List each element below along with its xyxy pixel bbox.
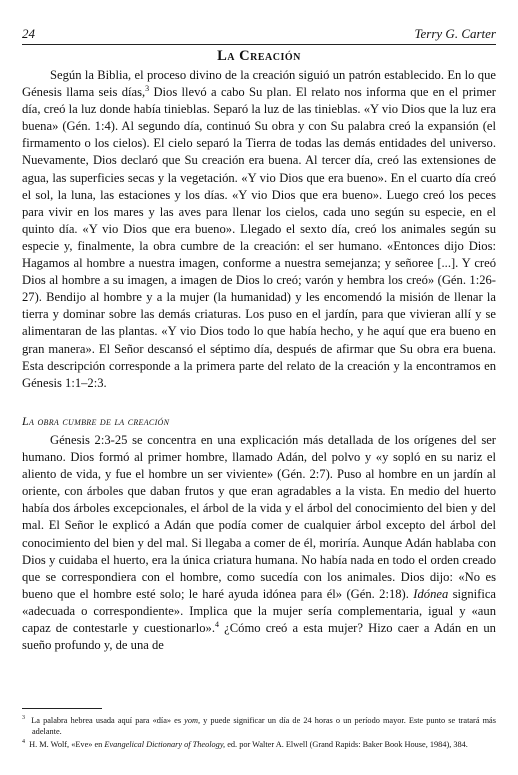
footnote-ref-3: 3 [145, 83, 150, 93]
paragraph-2-text-a: Génesis 2:3-25 se concentra en una explicación más detallada de los orígenes del ser humano. Dios formó al primer hombre, llamado Adán, del polvo y «y sopló en su nariz el aliento de vida, y fue el hombre un ser viviente» (Gén. 2:7). Puso al hombre en un jardín al oriente, con árboles que daban frutos y que eran agradables a la vista. En medio del huerto había dos árboles excepcionales, el árbol de la vida y el árbol del conocimiento del bien y del mal. El Señor le explicó a Adán que podía comer de cualquier árbol excepto del árbol del conocimiento del bien y del mal. Si llegaba a comer de él, moriría. Aunque Adán hablaba con Dios y cuidaba el huerto, era la única criatura humana. No había nada en todo el orden creado que se correspondiera con el hombre, como sucedía con los animales. Dios dijo: «No es bueno que el hombre esté solo; le haré ayuda idónea para él» (Gén. 2:18). [22, 433, 496, 601]
footnote-3-text-b: y puede significar un día de 24 horas o un período mayor. Este punto se tratará más adelante. [32, 715, 496, 736]
footnote-4-italic: Evangelical Dictionary of Theology, [104, 740, 226, 750]
section-title: La Creación [217, 48, 301, 64]
footnote-3 [22, 713, 496, 737]
paragraph-1-text-a: Según la Biblia, el proceso divino de la creación siguió un patrón establecido. En lo que Génesis llama seis días, [22, 68, 496, 100]
footnotes [22, 713, 496, 751]
body-paragraph-2 [22, 432, 496, 654]
footnote-3-marker: 3 [22, 715, 25, 721]
paragraph-1-text-b: Dios llevó a cabo Su plan. El relato nos informa que en el primer día, creó la luz donde había tinieblas. Separó la luz de las tinieblas. «Y vio Dios que la luz era buena» (Gén. 1:4). Al segundo día, continuó Su obra y con Su palabra creó la expansión (el firmamento o los cielos). El cielo separó la Tierra de todas las demás entidades del universo. Nuevamente, Dios declaró que Su creación era buena. Al tercer día, creó las extensiones de agua, las superficies secas y la vegetación. «Y vio Dios que era bueno». En el cuarto día creó el sol, la luna, las estaciones y los días. «Y vio Dios que era bueno». Luego creó los peces para vivir en los mares y las aves para llenar los cielos, cada uno según su especie, en el quinto día. «Y vio Dios que era bueno». Llegado el sexto día, creó los animales según su especie y, finalmente, la obra cumbre de la creación: el ser humano. «Entonces dijo Dios: Hagamos al hombre a nuestra imagen, conforme a nuestra semejanza; y señoree [...]. Y creó Dios al hombre a su imagen, a imagen de Dios lo creó; varón y hembra los creó» (Gén. 1:26-27). Bendijo al hombre y a la mujer (la humanidad) y les encomendó la misión de llenar la tierra y dominar sobre las demás criaturas. Los puso en el jardín, para que vivieran allí y se alimentaran de las plantas. «Y vio Dios todo lo que había hecho, y he aquí que era bueno en gran manera». El Señor descansó el séptimo día, después de afirmar que Su obra era buena. Esta descripción corresponde a la primera parte del relato de la creación y la encontramos en Génesis 1:1–2:3. [22, 85, 496, 390]
body-paragraph-1 [22, 67, 496, 392]
footnote-4-text-a: H. M. Wolf, «Eve» en [29, 740, 105, 750]
footnote-rule [22, 708, 102, 709]
footnote-4 [22, 737, 496, 751]
running-head [22, 26, 496, 42]
page-number: 24 [22, 26, 35, 41]
footnote-4-text-b: ed. por Walter A. Elwell (Grand Rapids: Baker Book House, 1984), 384. [225, 740, 468, 750]
subheading: La obra cumbre de la creación [22, 414, 170, 428]
footnote-3-text-a: La palabra hebrea usada aquí para «día» es [31, 715, 185, 725]
paragraph-2-text-b: significa «adecuada o correspondiente». Implica que la mujer sería complementaria, igual y «aun capaz de contestarle y cuestionarlo». [22, 586, 496, 636]
header-rule [22, 44, 496, 45]
footnote-ref-4: 4 [215, 619, 219, 629]
running-head-author: Terry G. Carter [414, 26, 496, 41]
paragraph-2-text-c: ¿Cómo creó a esta mujer? Hizo caer a Adán en un sueño profundo y, de una de [22, 621, 496, 653]
paragraph-2-italic-term: Idónea [413, 586, 449, 601]
footnote-3-italic: yom, [184, 715, 201, 725]
footnote-4-marker: 4 [22, 739, 25, 746]
